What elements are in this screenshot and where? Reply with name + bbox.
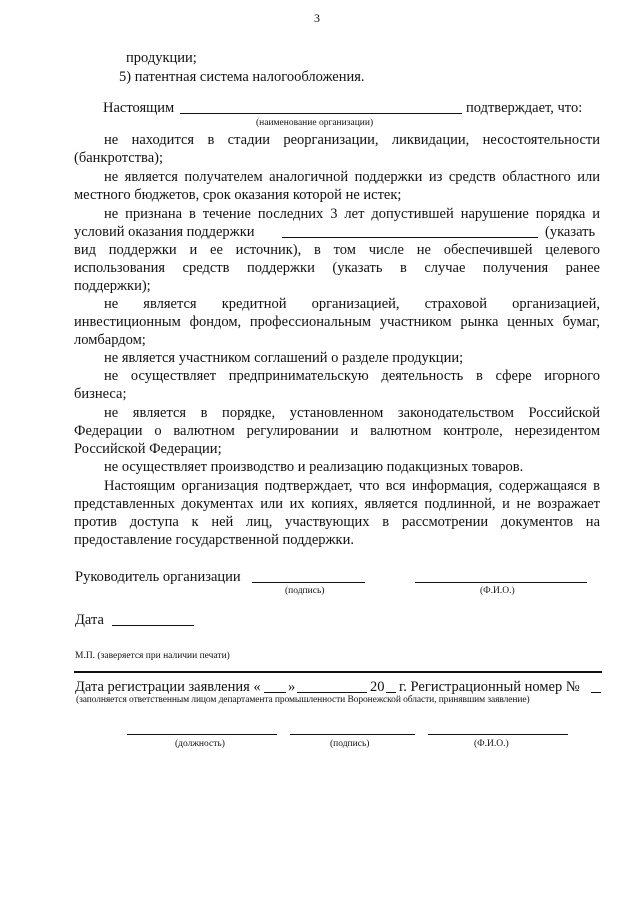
- head-fio-blank[interactable]: [415, 582, 587, 583]
- page-number: 3: [314, 11, 320, 25]
- reg-month-blank[interactable]: [297, 692, 367, 693]
- reg-number-label: г. Регистрационный номер №: [399, 679, 580, 695]
- text-line: ломбардом;: [74, 332, 146, 348]
- support-type-blank[interactable]: [282, 237, 538, 238]
- org-name-caption: (наименование организации): [256, 118, 374, 128]
- reg-year: 20: [370, 679, 385, 695]
- text-line: Федерации о валютном регулировании и валютном контроле, нерезидентом: [74, 423, 600, 439]
- text-line: представленных документах или их копиях, является подлинной, и не возражает: [74, 496, 600, 512]
- text-line: не осуществляет предпринимательскую деятельность в сфере игорного: [104, 368, 600, 384]
- text-line: не признана в течение последних 3 лет допустившей нарушение порядка и: [104, 206, 600, 222]
- text-line: 5) патентная система налогообложения.: [119, 69, 365, 85]
- text-line: не осуществляет производство и реализацию подакцизных товаров.: [104, 459, 524, 475]
- head-signature-blank[interactable]: [252, 582, 365, 583]
- official-fio-blank[interactable]: [428, 734, 568, 735]
- reg-note: (заполняется ответственным лицом департамента промышленности Воронежской области, принявшим заявление): [76, 695, 530, 705]
- reg-day-blank[interactable]: [264, 692, 286, 693]
- text-line: вид поддержки и ее источник), в том числе не обеспечившей целевого: [74, 242, 600, 258]
- text-line: использования средств поддержки (указать в случае получения ранее: [74, 260, 600, 276]
- official-sign-caption: (подпись): [330, 739, 370, 749]
- text-line: предоставление государственной поддержки.: [74, 532, 354, 548]
- date-blank[interactable]: [112, 625, 194, 626]
- confirm-tail: подтверждает, что:: [466, 100, 583, 116]
- text-line: инвестиционным фондом, профессиональным участником рынка ценных бумаг,: [74, 314, 600, 330]
- text-line: (банкротства);: [74, 150, 163, 166]
- org-name-blank[interactable]: [180, 113, 462, 114]
- text-line: бизнеса;: [74, 386, 127, 402]
- reg-year-blank[interactable]: [386, 692, 396, 693]
- text-line: (указать: [545, 224, 596, 240]
- date-label: Дата: [75, 612, 104, 628]
- head-label: Руководитель организации: [75, 569, 241, 585]
- confirm-lead: Настоящим: [103, 100, 175, 116]
- text-line: не является в порядке, установленном законодательством Российской: [104, 405, 600, 421]
- official-signature-blank[interactable]: [290, 734, 415, 735]
- text-line: не является участником соглашений о разделе продукции;: [104, 350, 464, 366]
- separator-line: [74, 671, 602, 673]
- fio-caption: (Ф.И.О.): [480, 586, 515, 596]
- text-line: не является получателем аналогичной поддержки из средств областного или: [104, 169, 600, 185]
- text-line: не является кредитной организацией, страховой организацией,: [104, 296, 600, 312]
- text-line: Российской Федерации;: [74, 441, 222, 457]
- text-line: условий оказания поддержки: [74, 224, 255, 240]
- text-line: поддержки);: [74, 278, 151, 294]
- official-fio-caption: (Ф.И.О.): [474, 739, 509, 749]
- official-position-blank[interactable]: [127, 734, 277, 735]
- reg-date-lead: Дата регистрации заявления «: [75, 679, 261, 695]
- sign-caption: (подпись): [285, 586, 325, 596]
- position-caption: (должность): [175, 739, 225, 749]
- text-line: продукции;: [126, 50, 197, 66]
- text-line: Настоящим организация подтверждает, что вся информация, содержащаяся в: [104, 478, 600, 494]
- text-line: местного бюджетов, срок оказания которой не истек;: [74, 187, 402, 203]
- text-line: не находится в стадии реорганизации, ликвидации, несостоятельности: [104, 132, 600, 148]
- text-line: против доступа к ней лиц, участвующих в рассмотрении документов на: [74, 514, 600, 530]
- reg-number-blank[interactable]: [591, 692, 601, 693]
- reg-date-mid: »: [288, 679, 296, 695]
- stamp-note: М.П. (заверяется при наличии печати): [75, 651, 230, 661]
